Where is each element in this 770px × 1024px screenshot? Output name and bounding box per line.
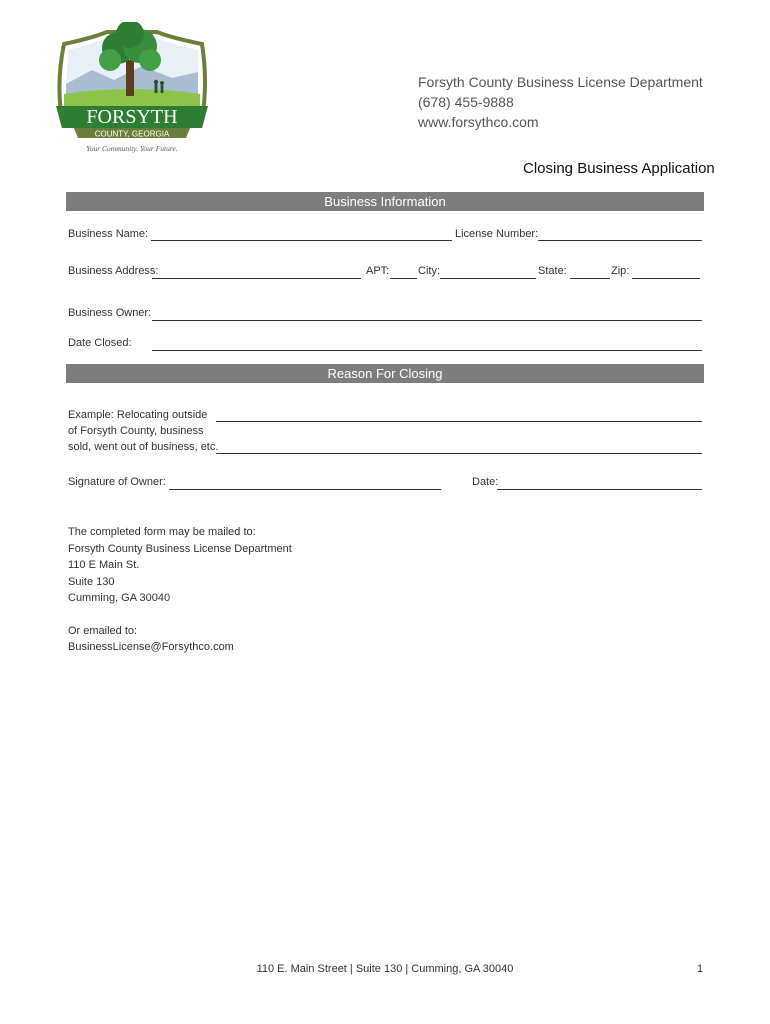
mailing-city: Cumming, GA 30040	[68, 592, 171, 604]
apt-label: APT:	[366, 265, 390, 277]
apt-field[interactable]	[390, 278, 417, 279]
mailing-street: 110 E Main St.	[68, 559, 140, 571]
email-intro: Or emailed to:	[68, 624, 138, 637]
department-phone: (678) 455-9888	[418, 94, 514, 110]
date-closed-label: Date Closed:	[68, 337, 132, 349]
business-information-header: Business Information	[66, 192, 704, 211]
form-title: Closing Business Application	[523, 160, 715, 177]
license-number-field[interactable]	[538, 240, 702, 241]
footer-address: 110 E. Main Street | Suite 130 | Cumming, GA 30040	[256, 963, 514, 975]
mailing-instructions	[68, 524, 292, 656]
mailing-dept: Forsyth County Business License Department	[68, 542, 292, 555]
logo-tagline: Your Community. Your Future.	[86, 144, 178, 153]
logo-county-text: COUNTY, GEORGIA	[94, 129, 170, 139]
reason-field-line-2[interactable]	[216, 453, 702, 454]
date-label: Date:	[472, 476, 499, 488]
department-name: Forsyth County Business License Department	[418, 74, 703, 90]
reason-example-line-3: sold, went out of business, etc.	[68, 441, 219, 453]
business-owner-field[interactable]	[152, 320, 702, 321]
mailing-suite: Suite 130	[68, 575, 115, 588]
page-number: 1	[697, 963, 704, 975]
email-address: BusinessLicense@Forsythco.com	[68, 641, 234, 653]
mailing-intro: The completed form may be mailed to:	[68, 526, 256, 538]
reason-for-closing-header: Reason For Closing	[66, 364, 704, 383]
business-address-label: Business Address:	[68, 265, 159, 277]
reason-example-line-2: of Forsyth County, business	[68, 425, 204, 437]
zip-label: Zip:	[611, 265, 630, 277]
business-name-label: Business Name:	[68, 228, 149, 240]
signature-label: Signature of Owner:	[68, 476, 166, 488]
zip-field[interactable]	[632, 278, 700, 279]
logo-name-text: FORSYTH	[86, 106, 178, 128]
date-closed-field[interactable]	[152, 350, 702, 351]
reason-example-line-1: Example: Relocating outside	[68, 409, 208, 421]
reason-field-line-1[interactable]	[216, 421, 702, 422]
date-field[interactable]	[497, 489, 702, 490]
license-number-label: License Number:	[455, 228, 539, 240]
department-header	[418, 72, 703, 132]
city-field[interactable]	[440, 278, 536, 279]
state-label: State:	[538, 265, 567, 277]
state-field[interactable]	[570, 278, 610, 279]
business-address-field[interactable]	[152, 278, 361, 279]
business-owner-label: Business Owner:	[68, 307, 152, 319]
business-name-field[interactable]	[151, 240, 452, 241]
department-website: www.forsythco.com	[418, 114, 539, 130]
city-label: City:	[418, 265, 440, 277]
signature-field[interactable]	[169, 489, 441, 490]
forsyth-county-logo	[52, 22, 212, 157]
